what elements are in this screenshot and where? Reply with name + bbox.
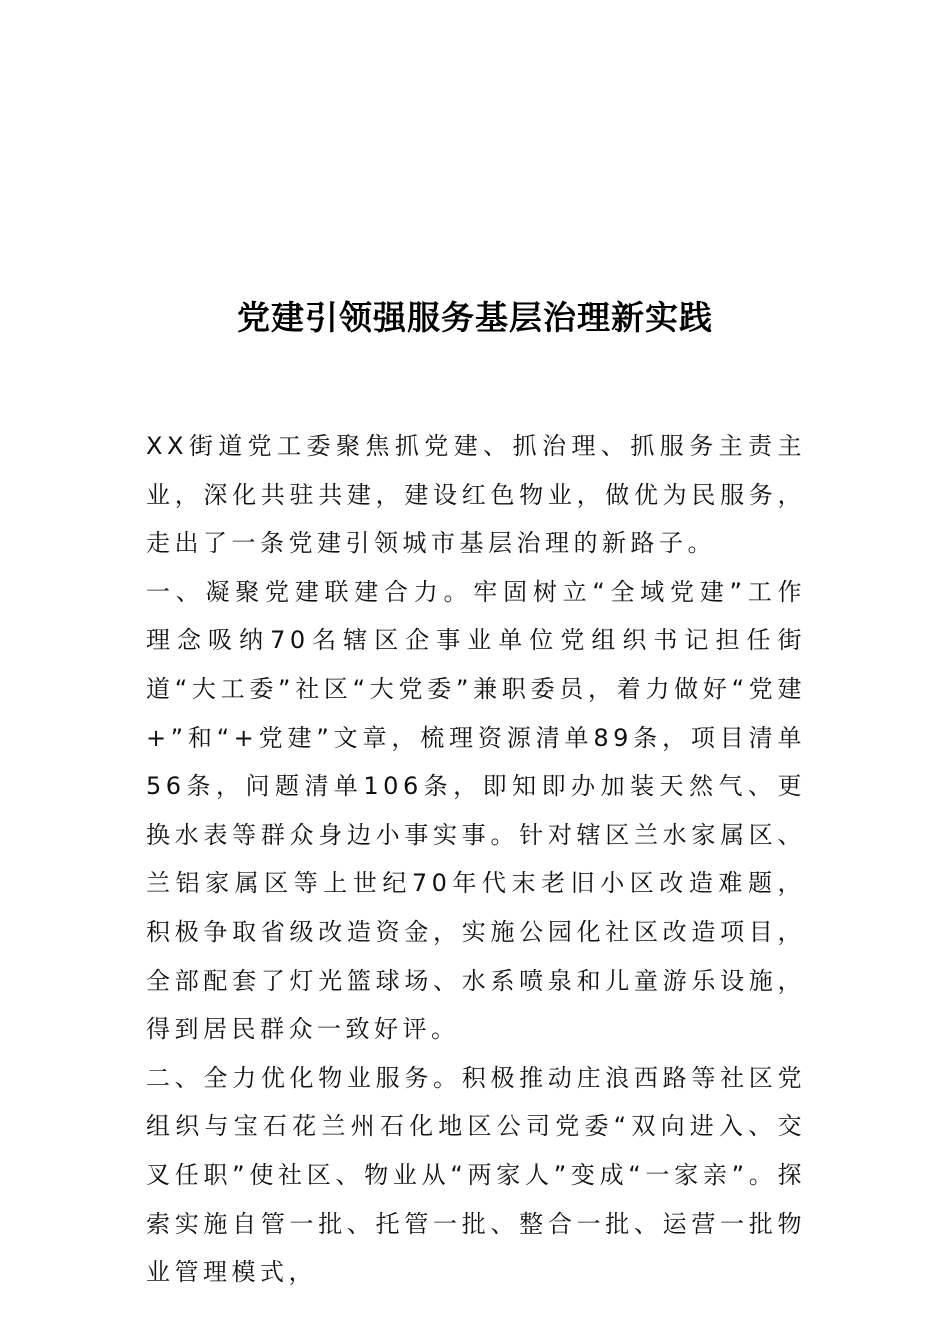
document-body [146, 422, 806, 1297]
paragraph-section-one: 一、凝聚党建联建合力。牢固树立“全域党建”工作理念吸纳70名辖区企事业单位党组织书记担任街道“大工委”社区“大党委”兼职委员，着力做好“党建+”和“+党建”文章，梳理资源清单89条，项目清单56条，问题清单106条，即知即办加装天然气、更换水表等群众身边小事实事。针对辖区兰水家属区、兰铝家属区等上世纪70年代末老旧小区改造难题，积极争取省级改造资金，实施公园化社区改造项目，全部配套了灯光篮球场、水系喷泉和儿童游乐设施，得到居民群众一致好评。 [146, 577, 806, 1044]
paragraph-section-two: 二、全力优化物业服务。积极推动庄浪西路等社区党组织与宝石花兰州石化地区公司党委“双向进入、交叉任职”使社区、物业从“两家人”变成“一家亲”。探索实施自管一批、托管一批、整合一批、运营一批物业管理模式， [146, 1063, 806, 1287]
document-title: 党建引领强服务基层治理新实践 [237, 298, 713, 337]
paragraph-intro: XX街道党工委聚焦抓党建、抓治理、抓服务主责主业，深化共驻共建，建设红色物业，做优为民服务，走出了一条党建引领城市基层治理的新路子。 [146, 432, 806, 558]
